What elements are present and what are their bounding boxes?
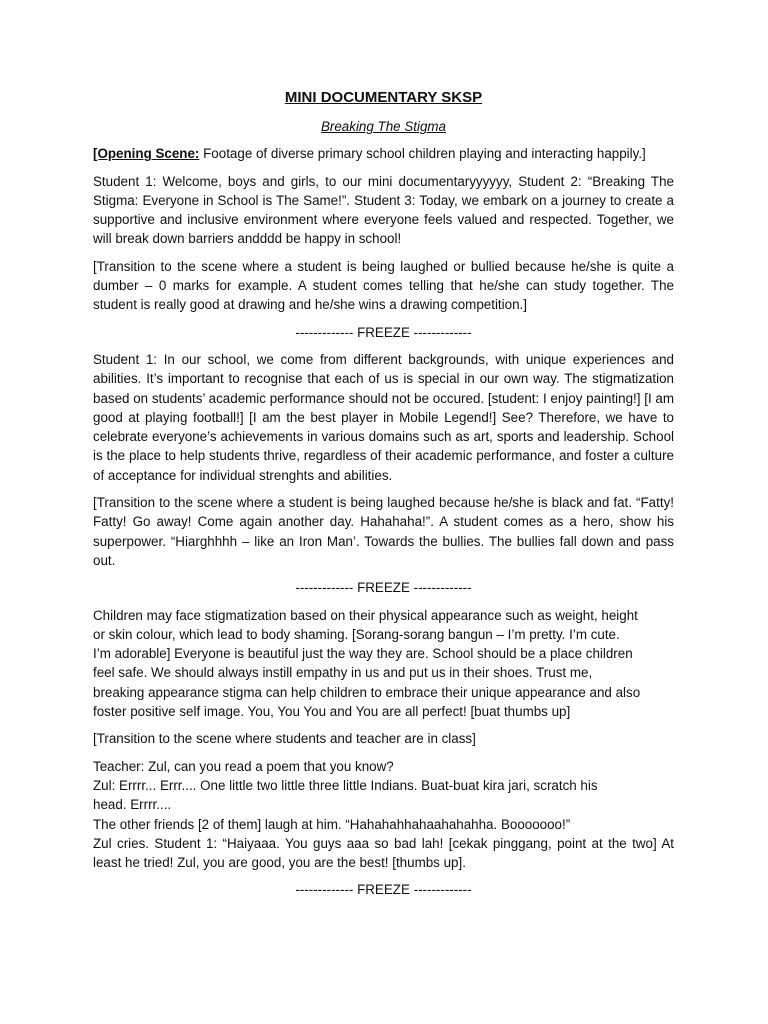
children-paragraph xyxy=(93,606,674,722)
opening-scene-paragraph xyxy=(93,144,674,163)
student1-paragraph: Student 1: In our school, we come from different backgrounds, with unique experiences and abilities. It’s important to recognise that each of us is special in our own way. The stigmatization based on students’ academic performance should not be occured. [student: I enjoy painting!] [I am good at playing football!] [I am the best player in Mobile Legend!] See? Therefore, we have to celebrate everyone’s achievements in various domains such as art, sports and leadership. School is the place to help students thrive, regardless of their academic performance, and foster a culture of acceptance for individual strenghts and abilities. xyxy=(93,351,674,483)
transition-paragraph-3: [Transition to the scene where students and teacher are in class] xyxy=(93,731,476,747)
freeze-divider-1: ------------- FREEZE ------------- xyxy=(295,324,472,340)
children-line: I’m adorable] Everyone is beautiful just the way they are. School should be a place children xyxy=(93,646,633,662)
dialogue-line: head. Errrr.... xyxy=(93,797,172,813)
dialogue-line: The other friends [2 of them] laugh at him. “Hahahahhahaahahahha. Booooooo!” xyxy=(93,816,571,832)
children-line: or skin colour, which lead to body shaming. [Sorang-sorang bangun – I’m pretty. I’m cute. xyxy=(93,626,620,642)
dialogue-line-last: Zul cries. Student 1: “Haiyaaa. You guys aaa so bad lah! [cekak pinggang, point at the two] At least he tried! Zul, you are good, you are the best! [thumbs up]. xyxy=(93,835,674,871)
transition-paragraph-1: [Transition to the scene where a student is being laughed or bullied because he/she is quite a dumber – 0 marks for example. A student comes telling that he/she can study together. The student is really good at drawing and he/she wins a drawing competition.] xyxy=(93,258,674,313)
dialogue-line: Teacher: Zul, can you read a poem that you know? xyxy=(93,758,394,774)
freeze-divider-2: ------------- FREEZE ------------- xyxy=(295,580,472,596)
children-line: Children may face stigmatization based on their physical appearance such as weight, height xyxy=(93,607,638,623)
dialogue-line: Zul: Errrr... Errr.... One little two little three little Indians. Buat-buat kira jari, scratch his xyxy=(93,777,598,793)
intro-paragraph: Student 1: Welcome, boys and girls, to our mini documentaryyyyyy, Student 2: “Breaking The Stigma: Everyone in School is The Same!”. Student 3: Today, we embark on a journey to create a supportive and inclusive environment where everyone feels valued and respected. Together, we will break down barriers andddd be happy in school! xyxy=(93,173,674,247)
document-subtitle: Breaking The Stigma xyxy=(320,119,447,134)
document-page xyxy=(93,88,674,908)
children-line: foster positive self image. You, You You and You are all perfect! [buat thumbs up] xyxy=(93,704,571,720)
children-line: feel safe. We should always instill empathy in us and put us in their shoes. Trust me, xyxy=(93,665,593,681)
opening-scene-text: Footage of diverse primary school children playing and interacting happily.] xyxy=(199,146,646,162)
document-title: MINI DOCUMENTARY SKSP xyxy=(284,89,483,106)
children-line: breaking appearance stigma can help children to embrace their unique appearance and also xyxy=(93,684,641,700)
freeze-divider-3: ------------- FREEZE ------------- xyxy=(295,882,472,898)
transition-paragraph-2: [Transition to the scene where a student is being laughed because he/she is black and fat. “Fatty! Fatty! Go away! Come again another day. Hahahaha!”. A student comes as a hero, show his superpower. “Hiarghhhh – like an Iron Man’. Towards the bullies. The bullies fall down and pass out. xyxy=(93,495,674,568)
dialogue-block xyxy=(93,757,674,873)
opening-scene-label: [Opening Scene: xyxy=(93,146,200,162)
